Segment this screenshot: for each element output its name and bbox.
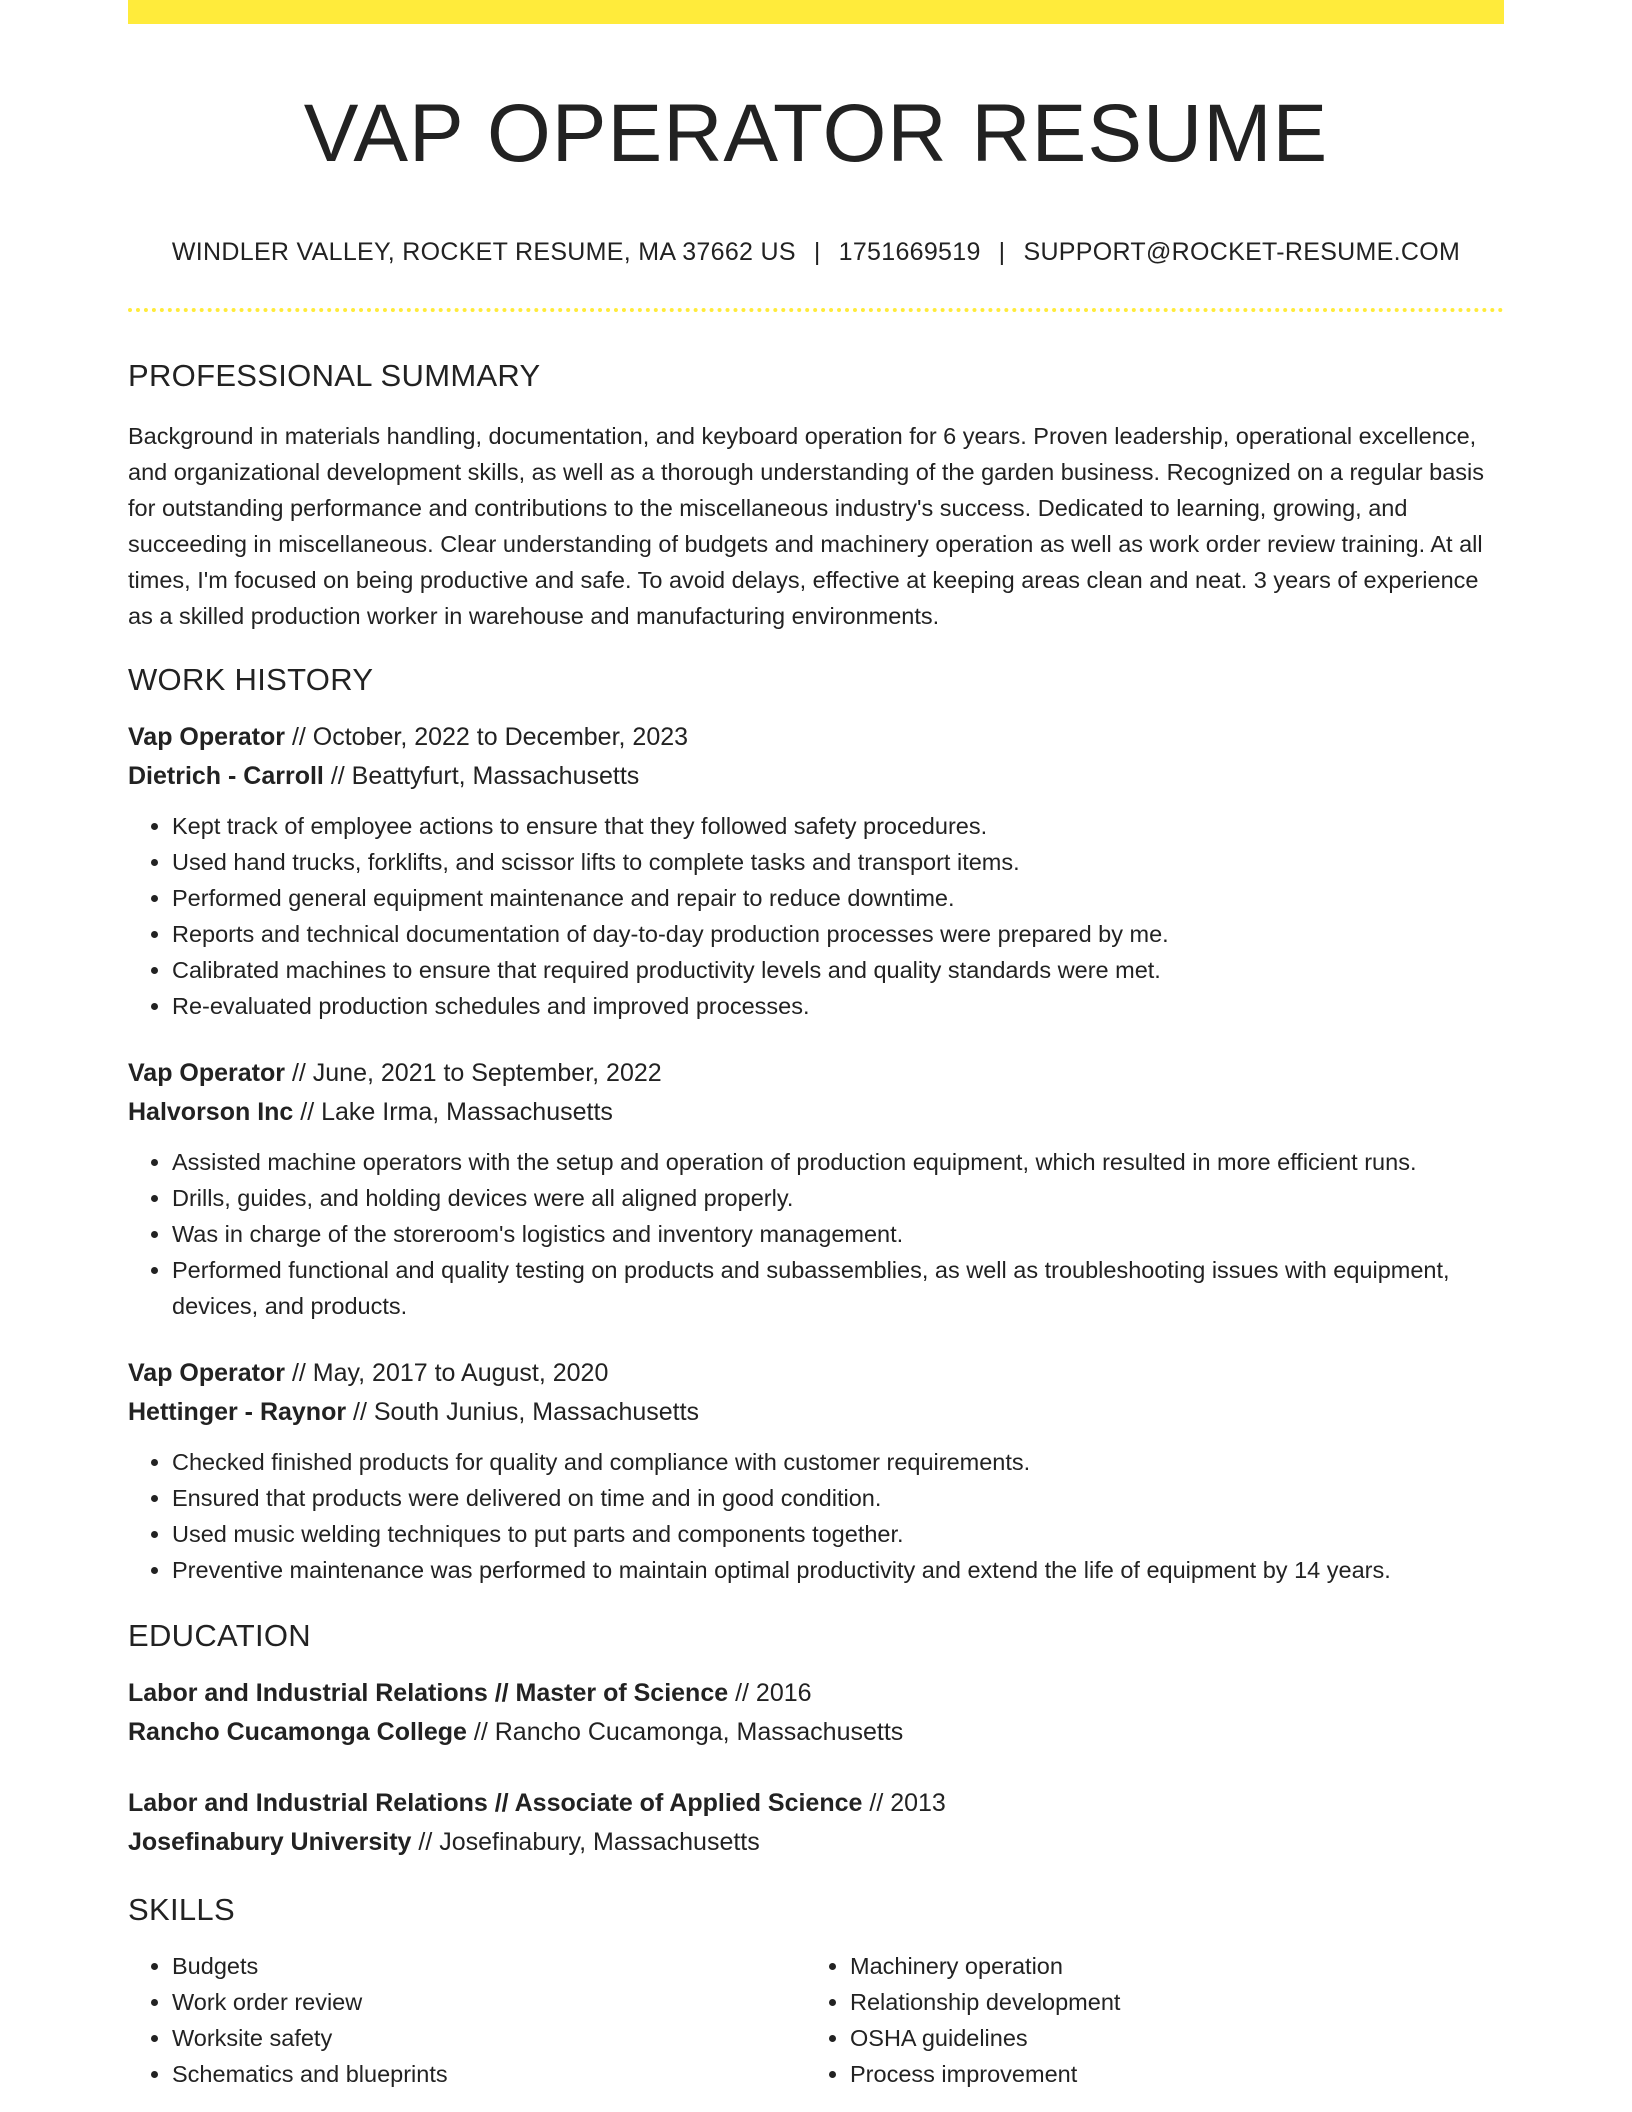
skill-item: • Schematics and blueprints bbox=[172, 2056, 806, 2092]
company-line bbox=[128, 1393, 1504, 1432]
contact-phone: 1751669519 bbox=[838, 238, 981, 266]
list-item: • Ensured that products were delivered on time and in good condition. bbox=[172, 1480, 1504, 1516]
school-line bbox=[128, 1713, 1504, 1752]
company-line bbox=[128, 757, 1504, 796]
list-item: • Performed functional and quality testing on products and subassemblies, as well as troubleshooting issues with equipment, devices, and products. bbox=[172, 1252, 1504, 1324]
work-history-heading: WORK HISTORY bbox=[128, 662, 374, 697]
degree-name: Labor and Industrial Relations // Associate of Applied Science bbox=[128, 1789, 863, 1817]
degree-name: Labor and Industrial Relations // Master of Science bbox=[128, 1679, 729, 1707]
school-location: // Josefinabury, Massachusetts bbox=[411, 1828, 760, 1856]
skill-item: • Relationship development bbox=[850, 1984, 1484, 2020]
resume-title: VAP OPERATOR RESUME bbox=[303, 88, 1329, 179]
dotted-divider bbox=[128, 308, 1504, 312]
company-name: Hettinger - Raynor bbox=[128, 1398, 347, 1426]
work-entry bbox=[128, 718, 1504, 1024]
school-name: Rancho Cucamonga College bbox=[128, 1718, 467, 1746]
education-entry bbox=[128, 1674, 1504, 1752]
contact-address: WINDLER VALLEY, ROCKET RESUME, MA 37662 US bbox=[171, 238, 796, 266]
resume-page bbox=[128, 0, 1504, 2092]
school-name: Josefinabury University bbox=[128, 1828, 412, 1856]
list-item: • Assisted machine operators with the setup and operation of production equipment, which resulted in more efficient runs. bbox=[172, 1144, 1504, 1180]
job-title: Vap Operator bbox=[128, 1059, 285, 1087]
list-item: • Used music welding techniques to put parts and components together. bbox=[172, 1516, 1504, 1552]
job-dates: // May, 2017 to August, 2020 bbox=[285, 1359, 609, 1387]
job-title-line bbox=[128, 1354, 1504, 1393]
company-name: Dietrich - Carroll bbox=[128, 762, 324, 790]
education-heading: EDUCATION bbox=[128, 1618, 311, 1653]
work-entry bbox=[128, 1354, 1504, 1588]
degree-year: // 2013 bbox=[862, 1789, 946, 1817]
skill-item: • OSHA guidelines bbox=[850, 2020, 1484, 2056]
list-item: • Kept track of employee actions to ensure that they followed safety procedures. bbox=[172, 808, 1504, 844]
summary-heading: PROFESSIONAL SUMMARY bbox=[128, 358, 541, 393]
work-entry bbox=[128, 1054, 1504, 1324]
contact-line bbox=[128, 236, 1504, 268]
company-name: Halvorson Inc bbox=[128, 1098, 294, 1126]
company-location: // South Junius, Massachusetts bbox=[346, 1398, 700, 1426]
contact-separator: | bbox=[813, 238, 821, 266]
list-item: • Drills, guides, and holding devices were all aligned properly. bbox=[172, 1180, 1504, 1216]
list-item: • Reports and technical documentation of day-to-day production processes were prepared by me. bbox=[172, 916, 1504, 952]
contact-email: SUPPORT@ROCKET-RESUME.COM bbox=[1023, 238, 1461, 266]
summary-text: Background in materials handling, documentation, and keyboard operation for 6 years. Proven leadership, operational excellence, and organizational development skills, as well as a thorough understanding of the garden business. Recognized on a regular basis for outstanding performance and contributions to the miscellaneous industry's success. Dedicated to learning, growing, and succeeding in miscellaneous. Clear understanding of budgets and machinery operation as well as work order review training. At all times, I'm focused on being productive and safe. To avoid delays, effective at keeping areas clean and neat. 3 years of experience as a skilled production worker in warehouse and manufacturing environments. bbox=[128, 423, 1485, 629]
skills-list-left bbox=[128, 1948, 806, 2092]
list-item: • Calibrated machines to ensure that required productivity levels and quality standards were met. bbox=[172, 952, 1504, 988]
company-line bbox=[128, 1093, 1504, 1132]
skills-list-right bbox=[806, 1948, 1484, 2092]
degree-line bbox=[128, 1784, 1504, 1823]
company-location: // Beattyfurt, Massachusetts bbox=[323, 762, 640, 790]
skill-item: • Machinery operation bbox=[850, 1948, 1484, 1984]
job-duties-list bbox=[128, 808, 1504, 1024]
list-item: • Re-evaluated production schedules and improved processes. bbox=[172, 988, 1504, 1024]
list-item: • Used hand trucks, forklifts, and scissor lifts to complete tasks and transport items. bbox=[172, 844, 1504, 880]
top-accent-bar bbox=[128, 0, 1504, 24]
job-dates: // October, 2022 to December, 2023 bbox=[285, 723, 689, 751]
skills-heading: SKILLS bbox=[128, 1892, 235, 1927]
skill-item: • Work order review bbox=[172, 1984, 806, 2020]
list-item: • Preventive maintenance was performed to maintain optimal productivity and extend the life of equipment by 14 years. bbox=[172, 1552, 1504, 1588]
list-item: • Checked finished products for quality and compliance with customer requirements. bbox=[172, 1444, 1504, 1480]
list-item: • Was in charge of the storeroom's logistics and inventory management. bbox=[172, 1216, 1504, 1252]
degree-line bbox=[128, 1674, 1504, 1713]
job-title: Vap Operator bbox=[128, 723, 285, 751]
school-location: // Rancho Cucamonga, Massachusetts bbox=[466, 1718, 904, 1746]
job-dates: // June, 2021 to September, 2022 bbox=[285, 1059, 662, 1087]
company-location: // Lake Irma, Massachusetts bbox=[293, 1098, 613, 1126]
job-title-line bbox=[128, 1054, 1504, 1093]
education-entry bbox=[128, 1784, 1504, 1862]
contact-separator: | bbox=[998, 238, 1006, 266]
skill-item: • Process improvement bbox=[850, 2056, 1484, 2092]
skill-item: • Budgets bbox=[172, 1948, 806, 1984]
skills-columns bbox=[128, 1948, 1504, 2092]
job-title-line bbox=[128, 718, 1504, 757]
degree-year: // 2016 bbox=[728, 1679, 812, 1707]
job-title: Vap Operator bbox=[128, 1359, 285, 1387]
job-duties-list bbox=[128, 1444, 1504, 1588]
school-line bbox=[128, 1823, 1504, 1862]
list-item: • Performed general equipment maintenance and repair to reduce downtime. bbox=[172, 880, 1504, 916]
skill-item: • Worksite safety bbox=[172, 2020, 806, 2056]
job-duties-list bbox=[128, 1144, 1504, 1324]
